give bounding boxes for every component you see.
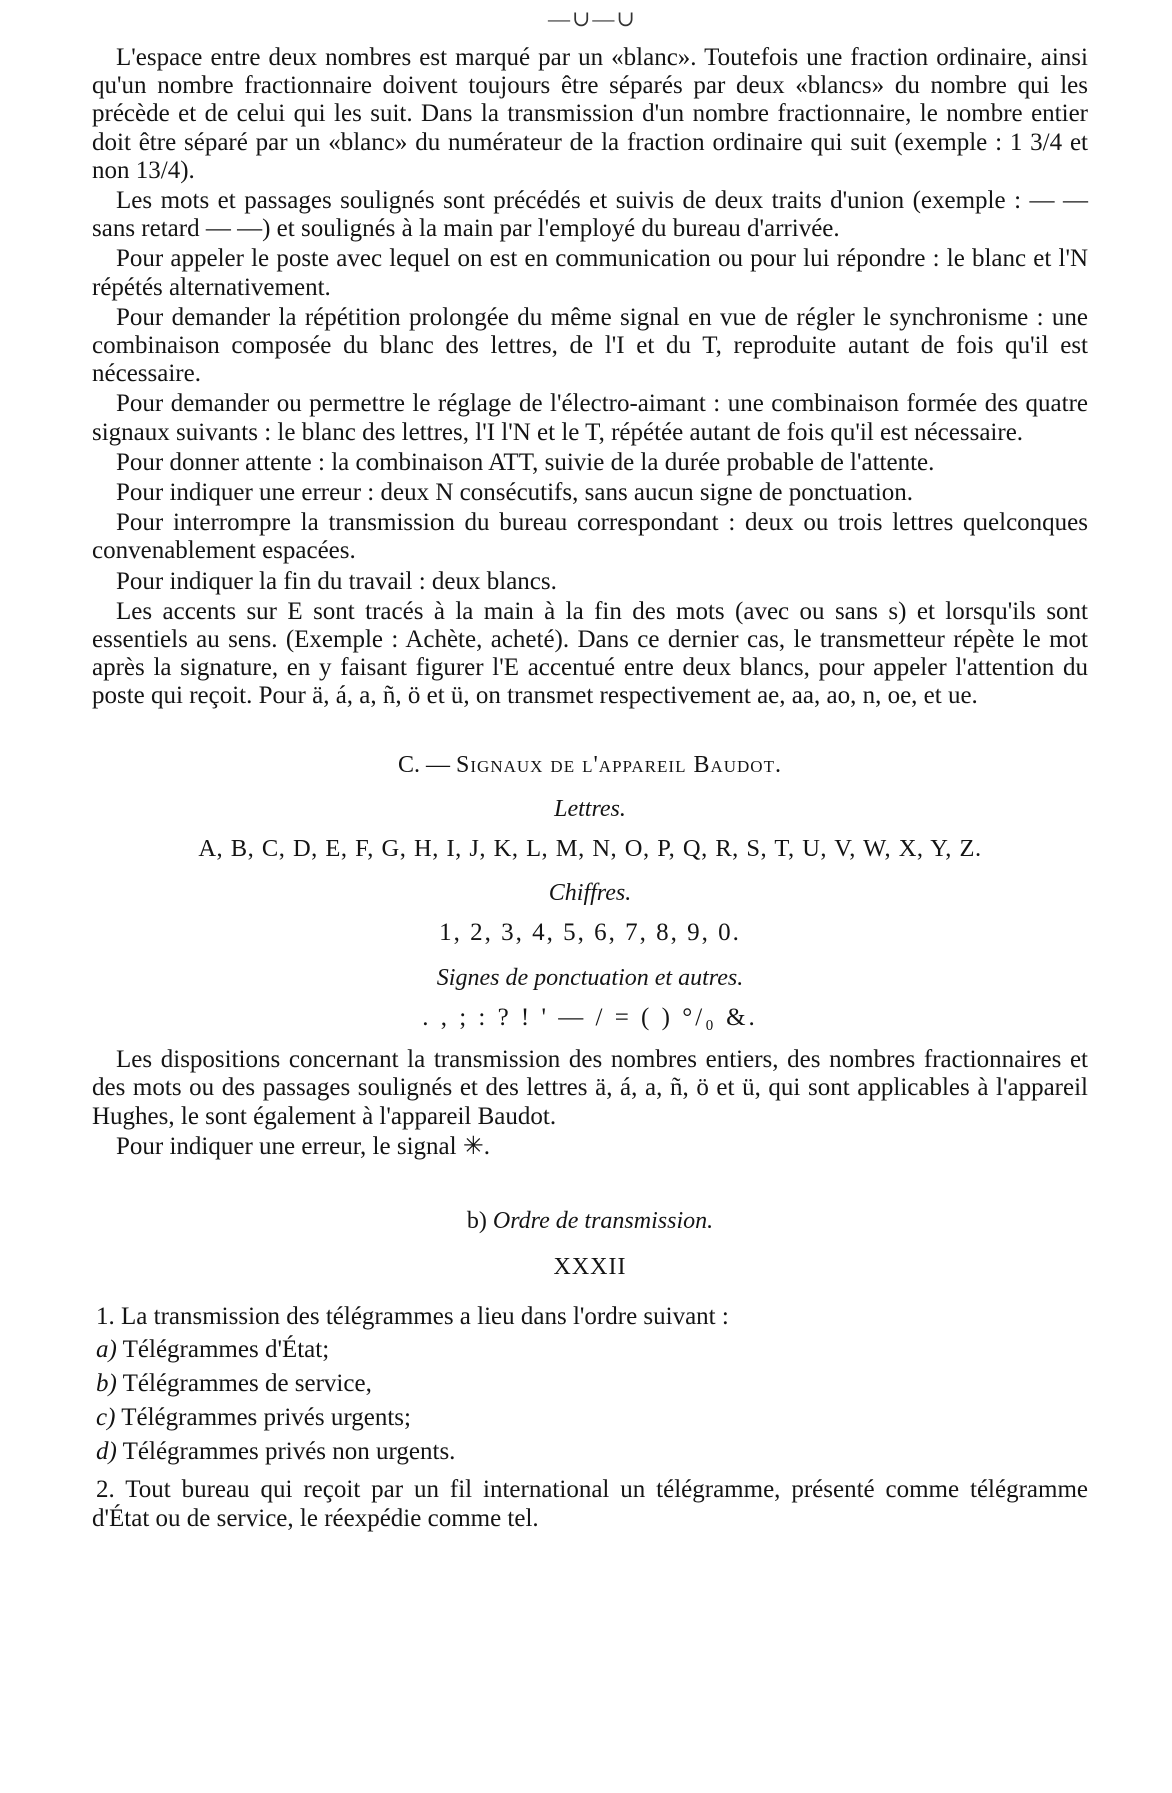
page-body bbox=[92, 44, 1088, 1533]
list-item bbox=[96, 1438, 1088, 1466]
list-item bbox=[96, 1370, 1088, 1398]
list-item-text: Télégrammes privés non urgents. bbox=[122, 1438, 456, 1466]
digits-list: 1, 2, 3, 4, 5, 6, 7, 8, 9, 0. bbox=[439, 919, 741, 947]
list-item bbox=[96, 1336, 1088, 1364]
order-heading bbox=[92, 1207, 1088, 1235]
telegram-order-list bbox=[92, 1336, 1088, 1467]
order-title: Ordre de transmission. bbox=[492, 1207, 714, 1234]
paragraph-spacing-numbers: L'espace entre deux nombres est marqué par un «blanc». Toutefois une fraction ordinaire, ainsi qu'un nombre fractionnaire doivent toujours être séparés par deux «blancs» du nombre qui les précède et de celui qui les suit. Dans la transmission d'un nombre fractionnaire, le nombre entier doit être séparé par un «blanc» du numérateur de la fraction ordinaire qui suit (exemple : 1 3/4 et non 13/4). bbox=[92, 44, 1088, 184]
section-prefix: C. — bbox=[398, 751, 457, 778]
letters-heading: Lettres. bbox=[554, 795, 626, 822]
punctuation-list: . , ; : ? ! ' — / = ( ) °/₀ &. bbox=[422, 1003, 758, 1031]
paragraph-accents: Les accents sur E sont tracés à la main à la fin des mots (avec ou sans s) et lorsqu'ils sont essentiels au sens. (Exemple : Achète, acheté). Dans ce dernier cas, le transmetteur répète le mot après la signature, en y faisant figurer l'E accentué entre deux blancs, pour appeler l'attention du poste qui reçoit. Pour ä, á, a, ñ, ö et ü, on transmet respectivement ae, aa, ao, n, oe, et ue. bbox=[92, 597, 1088, 710]
list-item-mark: d) bbox=[96, 1438, 117, 1466]
list-item-text: Télégrammes privés urgents; bbox=[121, 1403, 411, 1431]
article-paragraph-2: 2. Tout bureau qui reçoit par un fil international un télégramme, présenté comme télégramme d'État ou de service, le réexpédie comme tel. bbox=[92, 1476, 1088, 1532]
paragraph-error: Pour indiquer une erreur : deux N consécutifs, sans aucun signe de ponctuation. bbox=[116, 479, 914, 507]
paragraph-end-of-work: Pour indiquer la fin du travail : deux blancs. bbox=[116, 567, 557, 595]
section-title bbox=[92, 751, 1088, 779]
list-item-mark: c) bbox=[96, 1403, 116, 1431]
paragraph-wait: Pour donner attente : la combinaison ATT, suivie de la durée probable de l'attente. bbox=[116, 448, 935, 476]
list-item-mark: a) bbox=[96, 1335, 117, 1363]
section-title-text: Signaux de l'appareil Baudot. bbox=[456, 751, 782, 778]
letters-list: A, B, C, D, E, F, G, H, I, J, K, L, M, N, O, P, Q, R, S, T, U, V, W, X, Y, Z. bbox=[198, 835, 982, 863]
punctuation-heading: Signes de ponctuation et autres. bbox=[436, 964, 744, 991]
page-top-mark: —∪—∪ bbox=[548, 6, 637, 31]
paragraph-underlined-words: Les mots et passages soulignés sont précédés et suivis de deux traits d'union (exemple : — — sans retard — —) et soulignés à la main par l'employé du bureau d'arrivée. bbox=[92, 187, 1088, 243]
paragraph-synchronism: Pour demander la répétition prolongée du même signal en vue de régler le synchronisme : une combinaison composée du blanc des lettres, de l'I et du T, reproduite autant de fois qu'il est nécessaire. bbox=[92, 303, 1088, 388]
list-item-text: Télégrammes de service, bbox=[122, 1369, 372, 1397]
list-item-text: Télégrammes d'État; bbox=[122, 1335, 330, 1363]
order-prefix: b) bbox=[466, 1207, 493, 1234]
paragraph-electromagnet: Pour demander ou permettre le réglage de l'électro-aimant : une combinaison formée des quatre signaux suivants : le blanc des lettres, l'I l'N et le T, répétée autant de fois qu'il est nécessaire. bbox=[92, 390, 1088, 446]
list-item-mark: b) bbox=[96, 1369, 117, 1397]
paragraph-interrupt: Pour interrompre la transmission du bureau correspondant : deux ou trois lettres quelconques convenablement espacées. bbox=[92, 509, 1088, 565]
article-number: XXXII bbox=[553, 1254, 627, 1281]
paragraph-baudot-error: Pour indiquer une erreur, le signal ✳. bbox=[116, 1132, 491, 1160]
paragraph-baudot-dispositions: Les dispositions concernant la transmission des nombres entiers, des nombres fractionnaires et des mots ou des passages soulignés et des lettres ä, á, a, ñ, ö et ü, qui sont applicables à l'appareil Hughes, le sont également à l'appareil Baudot. bbox=[92, 1046, 1088, 1130]
digits-heading: Chiffres. bbox=[548, 880, 632, 907]
article-paragraph-1: 1. La transmission des télégrammes a lieu dans l'ordre suivant : bbox=[96, 1303, 729, 1331]
list-item bbox=[96, 1404, 1088, 1432]
paragraph-call-station: Pour appeler le poste avec lequel on est en communication ou pour lui répondre : le blanc et l'N répétés alternativement. bbox=[92, 245, 1088, 301]
